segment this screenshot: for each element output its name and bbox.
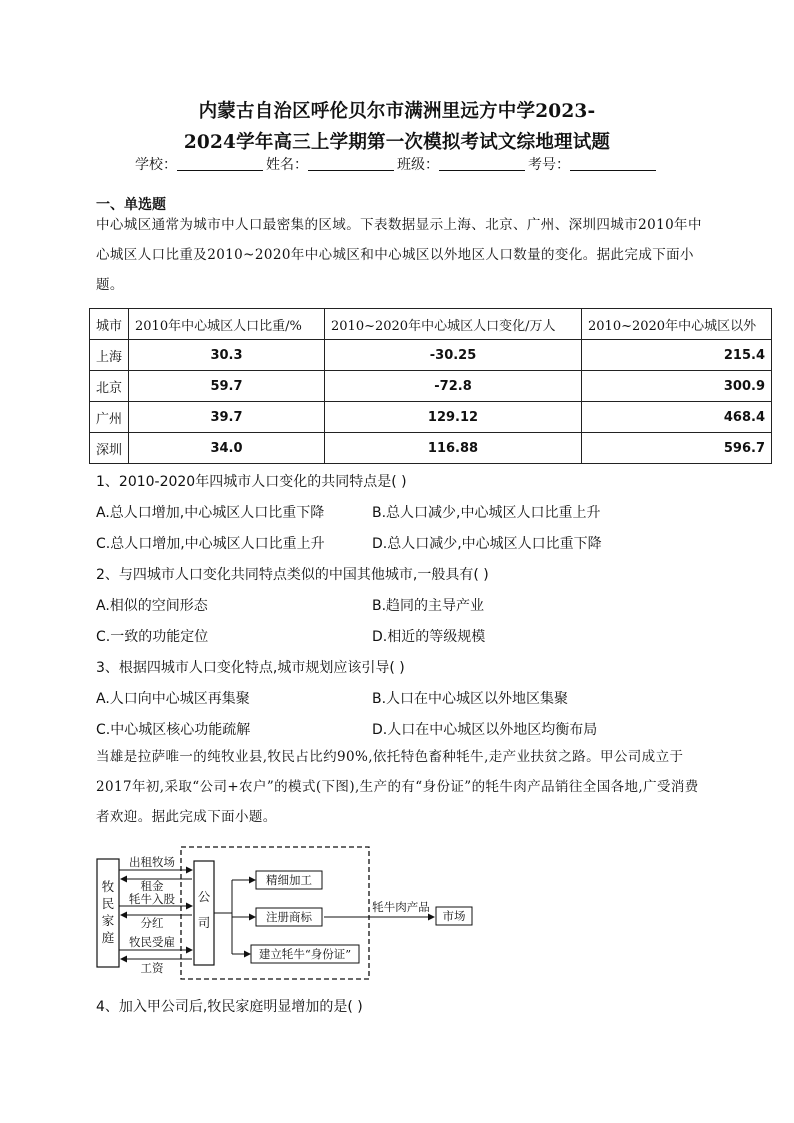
- table-row: [90, 433, 772, 464]
- question-1-option-a[interactable]: A.总人口增加,中心城区人口比重下降: [96, 505, 325, 521]
- name-blank[interactable]: [308, 157, 394, 171]
- central-change-cell: 116.88: [325, 433, 582, 464]
- table-row: [90, 340, 772, 371]
- flow-label-rent: 租金: [140, 879, 164, 893]
- step-label-processing: 精细加工: [266, 873, 312, 887]
- outer-change-cell: 215.4: [582, 340, 772, 371]
- title-line-2: 2024学年高三上学期第一次模拟考试文综地理试题: [183, 132, 611, 153]
- question-1-option-b[interactable]: B.总人口减少,中心城区人口比重上升: [372, 505, 601, 521]
- class-label: 班级：: [397, 157, 439, 173]
- herder-char: 家: [101, 913, 115, 928]
- company-char: 公: [197, 889, 211, 904]
- question-2-option-a[interactable]: A.相似的空间形态: [96, 598, 208, 614]
- question-1-stem: 1、2010-2020年四城市人口变化的共同特点是( ): [96, 474, 407, 490]
- question-1-option-c[interactable]: C.总人口增加,中心城区人口比重上升: [96, 536, 325, 552]
- flow-label-dividend: 分红: [140, 916, 164, 930]
- table-row: [90, 371, 772, 402]
- step-label-id: 建立牦牛“身份证”: [258, 947, 352, 961]
- share-cell: 59.7: [129, 371, 325, 402]
- class-blank[interactable]: [439, 157, 525, 171]
- city-cell: 上海: [90, 340, 129, 371]
- step-label-trademark: 注册商标: [266, 910, 312, 924]
- question-2-option-b[interactable]: B.趋同的主导产业: [372, 598, 485, 614]
- herder-family-label: [102, 879, 115, 945]
- product-label: 牦牛肉产品: [372, 900, 430, 914]
- population-table: [89, 308, 772, 464]
- question-3-stem: 3、根据四城市人口变化特点,城市规划应该引导( ): [96, 660, 405, 676]
- question-1-option-d[interactable]: D.总人口减少,中心城区人口比重下降: [372, 536, 602, 552]
- share-cell: 34.0: [129, 433, 325, 464]
- table-header-cell: 城市: [90, 309, 129, 340]
- share-cell: 30.3: [129, 340, 325, 371]
- central-change-cell: -30.25: [325, 340, 582, 371]
- herder-char: 民: [101, 896, 115, 911]
- table-header-cell: 2010~2020年中心城区人口变化/万人: [325, 309, 582, 340]
- exam-no-label: 考号：: [528, 157, 570, 173]
- central-change-cell: 129.12: [325, 402, 582, 433]
- school-label: 学校：: [135, 157, 177, 173]
- company-farmer-diagram: [94, 843, 484, 983]
- question-2-option-d[interactable]: D.相近的等级规模: [372, 629, 486, 645]
- question-4-stem: 4、加入甲公司后,牧民家庭明显增加的是( ): [96, 999, 363, 1015]
- market-label: 市场: [442, 909, 466, 923]
- section-heading: 一、单选题: [96, 197, 166, 213]
- city-cell: 北京: [90, 371, 129, 402]
- flow-label-wages: 工资: [140, 961, 164, 975]
- central-change-cell: -72.8: [325, 371, 582, 402]
- school-blank[interactable]: [177, 157, 263, 171]
- exam-no-blank[interactable]: [570, 157, 656, 171]
- flow-label-lease: 出租牧场: [129, 855, 175, 869]
- passage-1: 中心城区通常为城市中人口最密集的区域。下表数据显示上海、北京、广州、深圳四城市2010年中心城区人口比重及2010~2020年中心城区和中心城区以外地区人口数量的变化。据此完成下面小题。: [96, 217, 702, 293]
- herder-char: 庭: [101, 930, 115, 945]
- outer-change-cell: 596.7: [582, 433, 772, 464]
- company-box: [194, 861, 214, 965]
- table-header-cell: 2010年中心城区人口比重/%: [129, 309, 325, 340]
- name-label: 姓名：: [266, 157, 308, 173]
- question-2-stem: 2、与四城市人口变化共同特点类似的中国其他城市,一般具有( ): [96, 567, 489, 583]
- question-3-option-a[interactable]: A.人口向中心城区再集聚: [96, 691, 250, 707]
- student-info-line: [0, 154, 794, 174]
- title-line-1: 内蒙古自治区呼伦贝尔市满洲里远方中学2023-: [198, 101, 596, 122]
- city-cell: 广州: [90, 402, 129, 433]
- share-cell: 39.7: [129, 402, 325, 433]
- passage-2: 当雄是拉萨唯一的纯牧业县,牧民占比约90%,依托特色畜种牦牛,走产业扶贫之路。甲公司成立于2017年初,采取“公司+农户”的模式(下图),生产的有“身份证”的牦牛肉产品销往全国各地,广受消费者欢迎。据此完成下面小题。: [96, 749, 699, 825]
- outer-change-cell: 300.9: [582, 371, 772, 402]
- flow-label-shares: 牦牛入股: [129, 892, 175, 906]
- table-header-cell: 2010~2020年中心城区以外: [582, 309, 772, 340]
- question-3-option-d[interactable]: D.人口在中心城区以外地区均衡布局: [372, 722, 598, 738]
- question-3-option-b[interactable]: B.人口在中心城区以外地区集聚: [372, 691, 569, 707]
- table-header-row: [90, 309, 772, 340]
- flow-label-employment: 牧民受雇: [129, 935, 175, 949]
- question-3-option-c[interactable]: C.中心城区核心功能疏解: [96, 722, 251, 738]
- company-char: 司: [197, 915, 211, 930]
- city-cell: 深圳: [90, 433, 129, 464]
- herder-char: 牧: [101, 879, 115, 894]
- outer-change-cell: 468.4: [582, 402, 772, 433]
- table-row: [90, 402, 772, 433]
- company-label: [198, 889, 211, 930]
- question-2-option-c[interactable]: C.一致的功能定位: [96, 629, 209, 645]
